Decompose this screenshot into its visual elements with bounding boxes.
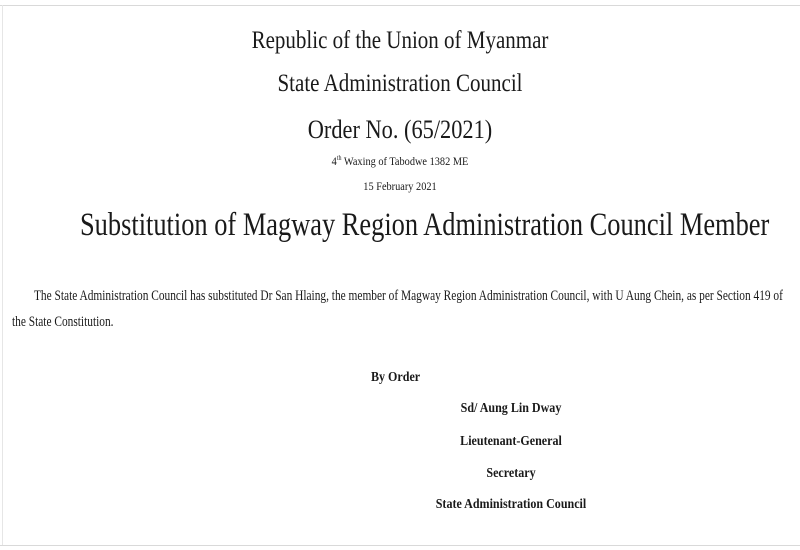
gregorian-date: 15 February 2021 — [363, 179, 437, 193]
page-top-border — [0, 5, 800, 6]
signatory-rank: Lieutenant-General — [460, 434, 562, 449]
order-number: Order No. (65/2021) — [307, 115, 493, 144]
order-body-paragraph: The State Administration Council has substituted Dr San Hlaing, the member of Magway Region Administration Council, with U Aung Chein, as per Section 419 of the State Constitution. — [12, 288, 783, 330]
page-bottom-border — [0, 545, 800, 546]
council-heading: State Administration Council — [277, 70, 523, 97]
country-heading: Republic of the Union of Myanmar — [251, 27, 549, 54]
myanmar-date — [56, 154, 744, 169]
date-day: 4 — [331, 154, 337, 168]
date-suffix: th — [336, 154, 342, 162]
date-rest: Waxing of Tabodwe 1382 ME — [341, 154, 469, 168]
document-title: Substitution of Magway Region Administration Council Member — [80, 207, 770, 243]
signatory-organization: State Administration Council — [435, 497, 587, 512]
by-order-label: By Order — [371, 370, 421, 385]
signatory-name: Sd/ Aung Lin Dway — [460, 401, 562, 416]
signatory-position: Secretary — [486, 466, 536, 481]
page-left-border — [2, 5, 3, 546]
